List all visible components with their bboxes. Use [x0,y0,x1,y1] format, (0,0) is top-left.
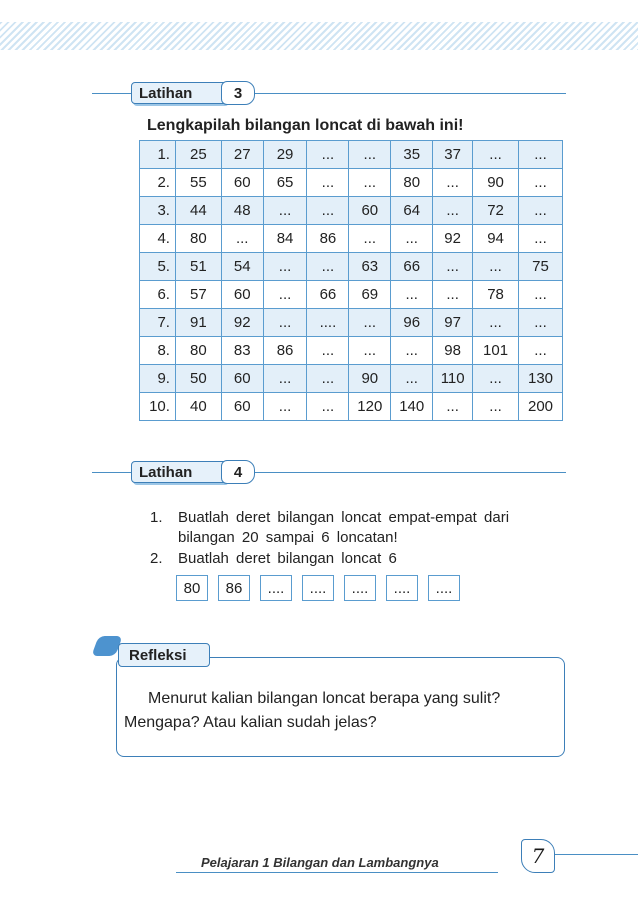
table-cell: ... [263,393,307,421]
table-cell: ... [473,141,519,169]
table-cell: 54 [221,253,263,281]
table-cell: 78 [473,281,519,309]
table-cell: ... [263,365,307,393]
latihan-4-label: Latihan [131,461,227,483]
exercise-text-line: Buatlah deret bilangan loncat empat-empat dari [178,509,510,526]
table-cell: ... [307,393,349,421]
sequence-boxes [176,575,460,601]
page-number: 7 [521,839,555,873]
table-cell: ... [349,225,391,253]
table-cell: ... [349,309,391,337]
table-cell: 40 [175,393,221,421]
table-cell: 98 [433,337,473,365]
table-cell: 50 [175,365,221,393]
table-cell: ... [391,365,433,393]
table-cell: 86 [263,337,307,365]
table-cell: 90 [349,365,391,393]
table-cell: 57 [175,281,221,309]
row-number: 8. [140,337,176,365]
table-cell: 60 [221,393,263,421]
table-cell: ... [391,337,433,365]
sequence-box: 80 [176,575,208,601]
refleksi-label: Refleksi [118,643,210,667]
table-cell: ... [349,337,391,365]
table-cell: ... [307,337,349,365]
table-cell: ... [433,169,473,197]
exercise-number: 2. [150,550,163,567]
table-row [140,141,563,169]
table-cell: ... [519,197,563,225]
table-cell: ... [473,393,519,421]
row-number: 10. [140,393,176,421]
sequence-box: .... [428,575,460,601]
table-cell: ... [473,365,519,393]
table-cell: ... [433,281,473,309]
table-cell: 101 [473,337,519,365]
table-cell: ... [519,225,563,253]
latihan-3-instruction: Lengkapilah bilangan loncat di bawah ini! [147,117,464,134]
table-cell: 29 [263,141,307,169]
table-row [140,309,563,337]
table-cell: 80 [175,337,221,365]
table-cell: ... [307,253,349,281]
table-cell: ... [433,197,473,225]
latihan-3-label: Latihan [131,82,227,104]
table-cell: 44 [175,197,221,225]
table-cell: 48 [221,197,263,225]
sequence-box: .... [344,575,376,601]
table-cell: 27 [221,141,263,169]
table-cell: ... [307,141,349,169]
table-cell: ... [221,225,263,253]
table-cell: 66 [391,253,433,281]
table-cell: ... [307,197,349,225]
table-cell: 51 [175,253,221,281]
table-cell: ... [473,309,519,337]
table-cell: 55 [175,169,221,197]
table-cell: ... [263,281,307,309]
sequence-box: .... [302,575,334,601]
table-cell: ... [349,169,391,197]
exercise-number: 1. [150,509,163,526]
table-cell: 140 [391,393,433,421]
table-cell: 60 [221,281,263,309]
table-cell: 60 [349,197,391,225]
row-number: 7. [140,309,176,337]
table-cell: 37 [433,141,473,169]
table-cell: 65 [263,169,307,197]
table-cell: 130 [519,365,563,393]
table-cell: ... [433,253,473,281]
table-cell: ... [519,337,563,365]
table-cell: ... [519,169,563,197]
table-cell: 80 [175,225,221,253]
exercise-item-2 [150,549,570,569]
table-cell: 75 [519,253,563,281]
row-number: 6. [140,281,176,309]
table-cell: 110 [433,365,473,393]
table-cell: 94 [473,225,519,253]
sequence-box: .... [260,575,292,601]
table-cell: 60 [221,365,263,393]
decorative-top-band [0,22,638,50]
footer-chapter-title: Pelajaran 1 Bilangan dan Lambangnya [201,855,439,870]
table-cell: ... [519,281,563,309]
table-cell: 83 [221,337,263,365]
sequence-box: 86 [218,575,250,601]
footer-rule-right [555,854,638,855]
table-cell: ... [349,141,391,169]
table-cell: 69 [349,281,391,309]
table-cell: 92 [433,225,473,253]
row-number: 5. [140,253,176,281]
row-number: 9. [140,365,176,393]
table-cell: ... [391,225,433,253]
table-cell: 91 [175,309,221,337]
table-cell: ... [519,141,563,169]
table-row [140,225,563,253]
table-cell: ... [519,309,563,337]
table-cell: 60 [221,169,263,197]
table-cell: 90 [473,169,519,197]
table-cell: ... [307,169,349,197]
row-number: 1. [140,141,176,169]
table-cell: 200 [519,393,563,421]
table-cell: 92 [221,309,263,337]
latihan-3-number: 3 [221,81,255,105]
table-cell: 120 [349,393,391,421]
table-cell: ... [263,253,307,281]
table-row [140,281,563,309]
table-cell: 64 [391,197,433,225]
table-cell: 63 [349,253,391,281]
refleksi-question-line-2: Mengapa? Atau kalian sudah jelas? [124,714,377,731]
exercise-text-line: bilangan 20 sampai 6 loncatan! [178,529,398,546]
table-cell: 84 [263,225,307,253]
footer-rule [176,872,498,873]
table-row [140,169,563,197]
refleksi-question-line-1: Menurut kalian bilangan loncat berapa yang sulit? [148,690,501,707]
table-cell: ... [263,197,307,225]
table-cell: 25 [175,141,221,169]
row-number: 3. [140,197,176,225]
table-cell: 80 [391,169,433,197]
row-number: 4. [140,225,176,253]
latihan-4-number: 4 [221,460,255,484]
table-cell: ... [473,253,519,281]
table-row [140,337,563,365]
table-row [140,253,563,281]
sequence-box: .... [386,575,418,601]
table-cell: 35 [391,141,433,169]
exercise-text-line: Buatlah deret bilangan loncat 6 [178,550,397,567]
table-cell: ... [433,393,473,421]
table-row [140,393,563,421]
table-row [140,197,563,225]
table-cell: 86 [307,225,349,253]
table-cell: 72 [473,197,519,225]
table-cell: 97 [433,309,473,337]
table-cell: .... [307,309,349,337]
table-cell: 96 [391,309,433,337]
table-cell: ... [391,281,433,309]
row-number: 2. [140,169,176,197]
table-row [140,365,563,393]
exercise-item-1 [150,508,570,548]
table-cell: ... [307,365,349,393]
table-cell: 66 [307,281,349,309]
number-table [139,140,563,421]
table-cell: ... [263,309,307,337]
